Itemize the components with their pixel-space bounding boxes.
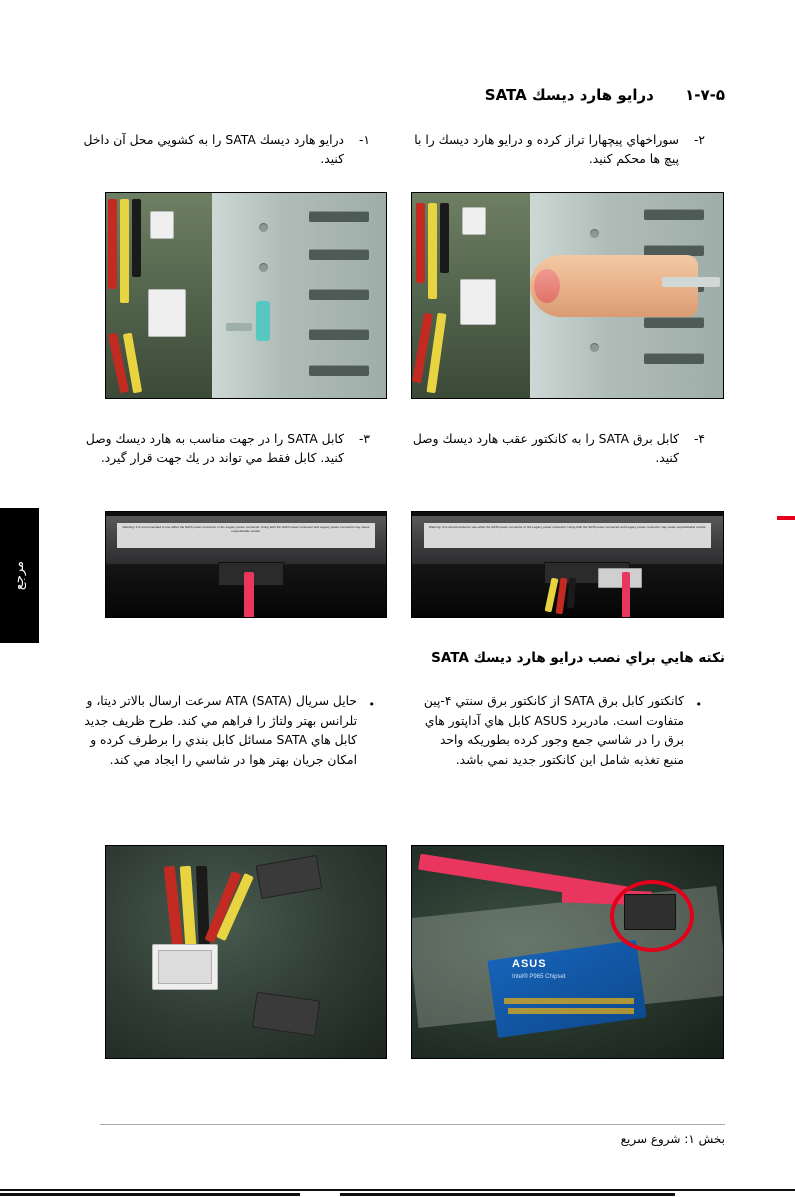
bullet-marker-2: • [695, 698, 702, 711]
asus-chipset-text: Intel® P965 Chipset [512, 974, 566, 980]
hdd-warning-label-2: Warning: It is recommended to use either the SATA power connector or the Legacy power connector. Using both the SATA power connector and Legacy power connector may cause unpredictable results. [117, 523, 375, 548]
bullet-marker-1: • [368, 698, 375, 711]
figure-sata-power-adapter-cable [105, 845, 387, 1059]
step-item-4 [410, 430, 705, 468]
chapter-side-tab [0, 508, 39, 643]
chapter-side-tab-label: مرجع [12, 560, 27, 591]
subsection-heading: نكته هايي براي نصب درايو هارد ديسك SATA [431, 650, 725, 666]
asus-logo-text: ASUS [512, 958, 547, 970]
accent-bar [777, 516, 795, 520]
bullet-text-1: حايل سريال ATA (SATA) سرعت ارسال بالاتر ديتا، و تلرانس بهتر ولتاژ را فراهم مي كند. طرح ظريف جديد كابل هاي SATA مسائل كابل بندي را برطرف كرده و امكان جريان بهتر هوا در شاسي را ايجاد مي كند. [84, 694, 357, 768]
step-text-2: سوراخهاي پيچهارا تراز كرده و درايو هارد ديسك را با پيچ ها محكم كنيد. [414, 133, 679, 167]
bullet-text-2: كانكتور كابل برق SATA از كانكتور برق سنتي ۴-پين متفاوت است. مادربرد ASUS كابل هاي آداپتور هاي برق را در شاسي جمع وجور كرده بطوريكه واحد منبع تغذيه شامل اين كانكتور جديد نمي باشد. [423, 694, 684, 768]
footer-divider [100, 1124, 725, 1125]
figure-hdd-secure-screws [105, 192, 387, 399]
section-number: ۱-۷-۵ [685, 86, 725, 104]
step-item-2 [410, 131, 705, 169]
step-marker-1: ۱- [358, 133, 370, 147]
step-marker-2: ۲- [693, 133, 705, 147]
step-item-1 [75, 131, 370, 169]
page-edge-artifact-1 [0, 1189, 795, 1191]
figure-hdd-insert-into-bay [411, 192, 724, 399]
bullet-item-1 [83, 692, 375, 771]
step-text-3: كابل SATA را در جهت مناسب به هارد ديسك وصل كنيد. كابل فقط مي تواند در يك جهت قرار گيرد. [85, 432, 344, 466]
figure-sata-power-cable-connect [105, 511, 387, 618]
footer-label: بخش ۱: شروع سریع [620, 1132, 725, 1146]
step-marker-4: ۴- [693, 432, 705, 446]
section-title: درايو هارد ديسك SATA [484, 86, 654, 104]
step-text-4: كابل برق SATA را به كانكتور عقب هارد ديسك وصل كنيد. [412, 432, 679, 466]
figure-sata-cable-on-motherboard [411, 845, 724, 1059]
step-marker-3: ۳- [358, 432, 370, 446]
highlight-circle-icon [610, 880, 694, 952]
hdd-warning-label: Warning: It is recommended to use either the SATA power connector or the Legacy power connector. Using both the SATA power connector and Legacy power connector may cause unpredictable results. [424, 523, 710, 548]
figure-sata-data-cable-connect [411, 511, 724, 618]
step-item-3 [75, 430, 370, 468]
bullet-item-2 [417, 692, 702, 771]
page-edge-artifact-3 [340, 1193, 675, 1196]
page-edge-artifact-2 [0, 1193, 300, 1196]
step-text-1: درايو هارد ديسك SATA را به كشويي محل آن داخل كنيد. [83, 133, 344, 167]
section-heading [70, 86, 725, 104]
